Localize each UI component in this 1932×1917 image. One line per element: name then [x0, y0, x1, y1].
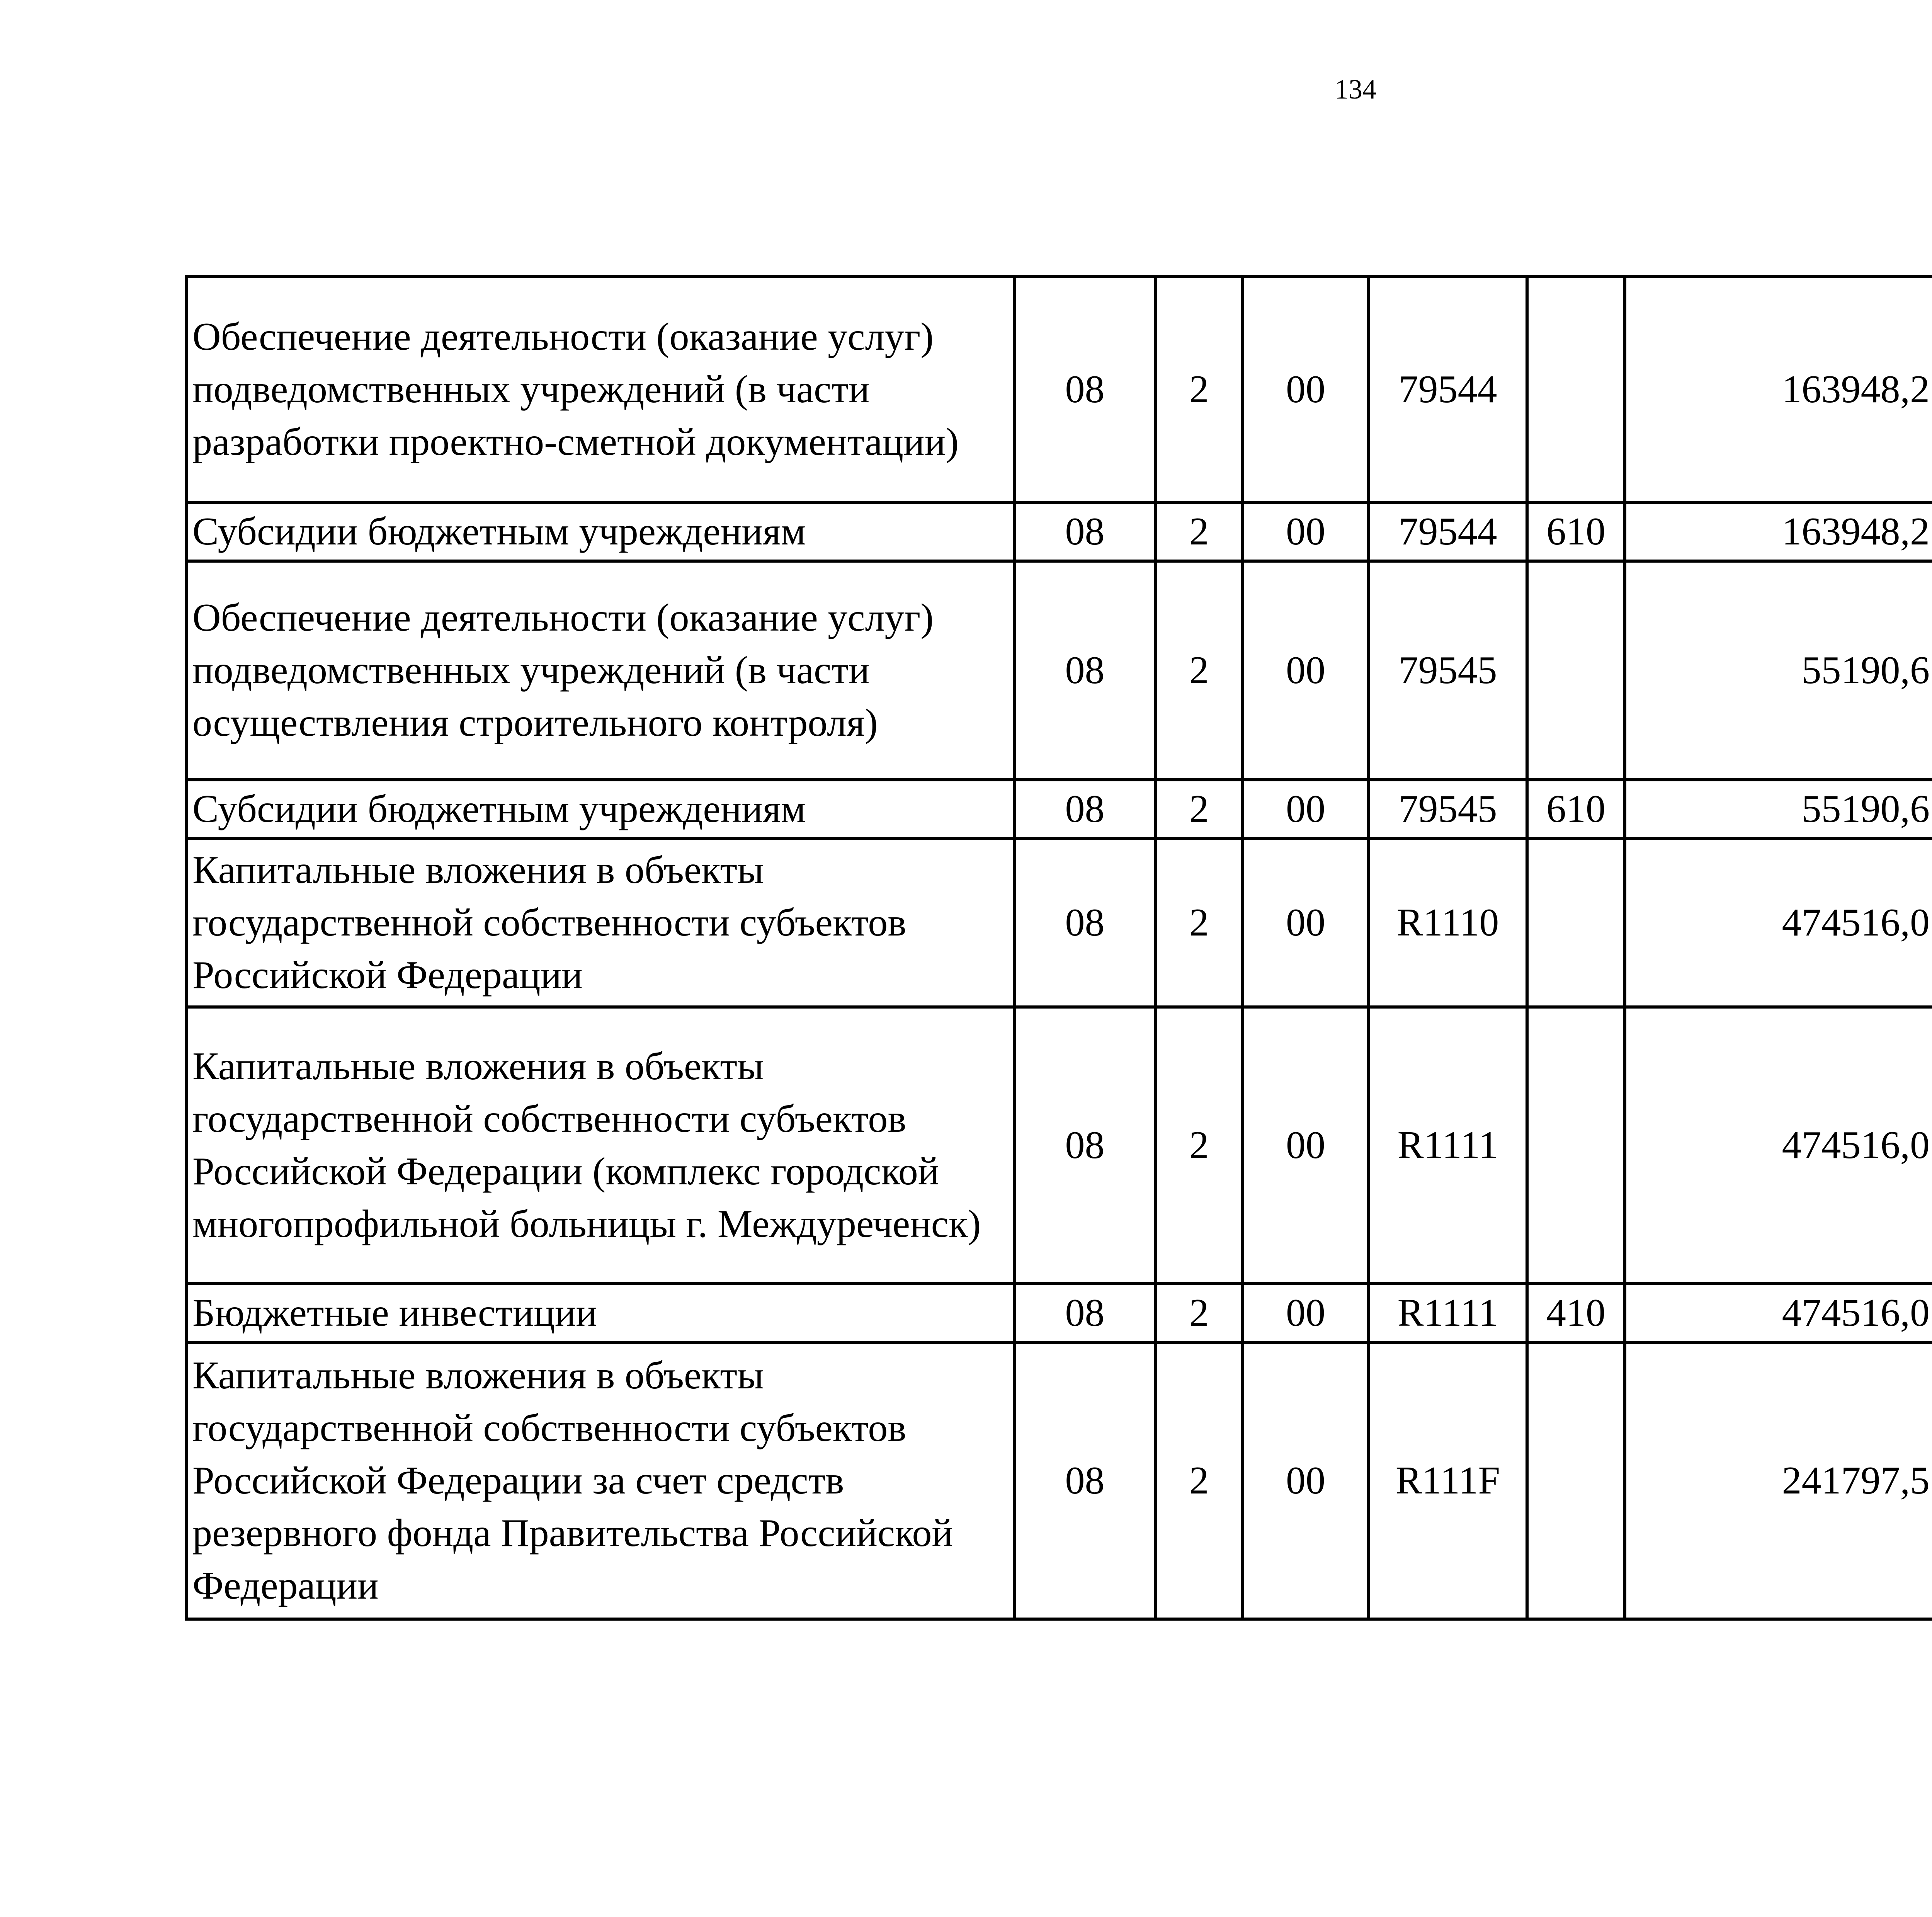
sum-year-1: 55190,6: [1625, 561, 1932, 780]
subprogram-code: 00: [1243, 277, 1369, 502]
row-name: Капитальные вложения в объекты государственной собственности субъектов Российской Федерации за счет средств резервного фонда Правительства Российской Федерации: [186, 1342, 1014, 1619]
expense-type-code: 410: [1527, 1284, 1625, 1342]
expense-type-code: [1527, 1007, 1625, 1284]
row-name: Субсидии бюджетным учреждениям: [186, 502, 1014, 561]
section-code: 08: [1014, 277, 1155, 502]
table-row: [186, 1342, 1932, 1619]
budget-table: [185, 275, 1932, 1621]
direction-code: R1111: [1369, 1284, 1527, 1342]
program-code: 2: [1155, 839, 1243, 1007]
program-code: 2: [1155, 1342, 1243, 1619]
program-code: 2: [1155, 502, 1243, 561]
expense-type-code: [1527, 1342, 1625, 1619]
section-code: 08: [1014, 1342, 1155, 1619]
section-code: 08: [1014, 1284, 1155, 1342]
expense-type-code: [1527, 561, 1625, 780]
table-row: [186, 502, 1932, 561]
program-code: 2: [1155, 1007, 1243, 1284]
subprogram-code: 00: [1243, 780, 1369, 839]
subprogram-code: 00: [1243, 561, 1369, 780]
direction-code: 79545: [1369, 780, 1527, 839]
subprogram-code: 00: [1243, 1342, 1369, 1619]
subprogram-code: 00: [1243, 1007, 1369, 1284]
expense-type-code: 610: [1527, 502, 1625, 561]
table-row: [186, 561, 1932, 780]
direction-code: R1111: [1369, 1007, 1527, 1284]
sum-year-1: 163948,2: [1625, 277, 1932, 502]
sum-year-1: 474516,0: [1625, 1007, 1932, 1284]
program-code: 2: [1155, 780, 1243, 839]
table-row: [186, 839, 1932, 1007]
program-code: 2: [1155, 277, 1243, 502]
subprogram-code: 00: [1243, 502, 1369, 561]
expense-type-code: [1527, 839, 1625, 1007]
section-code: 08: [1014, 780, 1155, 839]
direction-code: 79544: [1369, 502, 1527, 561]
table-row: [186, 277, 1932, 502]
expense-type-code: [1527, 277, 1625, 502]
expense-type-code: 610: [1527, 780, 1625, 839]
section-code: 08: [1014, 561, 1155, 780]
page-number: 134: [1335, 74, 1376, 105]
row-name: Капитальные вложения в объекты государственной собственности субъектов Российской Федерации (комплекс городской многопрофильной больницы г. Междуреченск): [186, 1007, 1014, 1284]
table-row: [186, 780, 1932, 839]
sum-year-1: 163948,2: [1625, 502, 1932, 561]
sum-year-1: 474516,0: [1625, 839, 1932, 1007]
subprogram-code: 00: [1243, 839, 1369, 1007]
direction-code: R111F: [1369, 1342, 1527, 1619]
table-row: [186, 1007, 1932, 1284]
direction-code: 79544: [1369, 277, 1527, 502]
row-name: Субсидии бюджетным учреждениям: [186, 780, 1014, 839]
program-code: 2: [1155, 561, 1243, 780]
sum-year-1: 474516,0: [1625, 1284, 1932, 1342]
section-code: 08: [1014, 502, 1155, 561]
direction-code: 79545: [1369, 561, 1527, 780]
row-name: Бюджетные инвестиции: [186, 1284, 1014, 1342]
subprogram-code: 00: [1243, 1284, 1369, 1342]
direction-code: R1110: [1369, 839, 1527, 1007]
section-code: 08: [1014, 839, 1155, 1007]
row-name: Обеспечение деятельности (оказание услуг) подведомственных учреждений (в части разработки проектно-сметной документации): [186, 277, 1014, 502]
section-code: 08: [1014, 1007, 1155, 1284]
row-name: Обеспечение деятельности (оказание услуг) подведомственных учреждений (в части осуществления строительного контроля): [186, 561, 1014, 780]
sum-year-1: 241797,5: [1625, 1342, 1932, 1619]
sum-year-1: 55190,6: [1625, 780, 1932, 839]
table-row: [186, 1284, 1932, 1342]
program-code: 2: [1155, 1284, 1243, 1342]
row-name: Капитальные вложения в объекты государственной собственности субъектов Российской Федерации: [186, 839, 1014, 1007]
